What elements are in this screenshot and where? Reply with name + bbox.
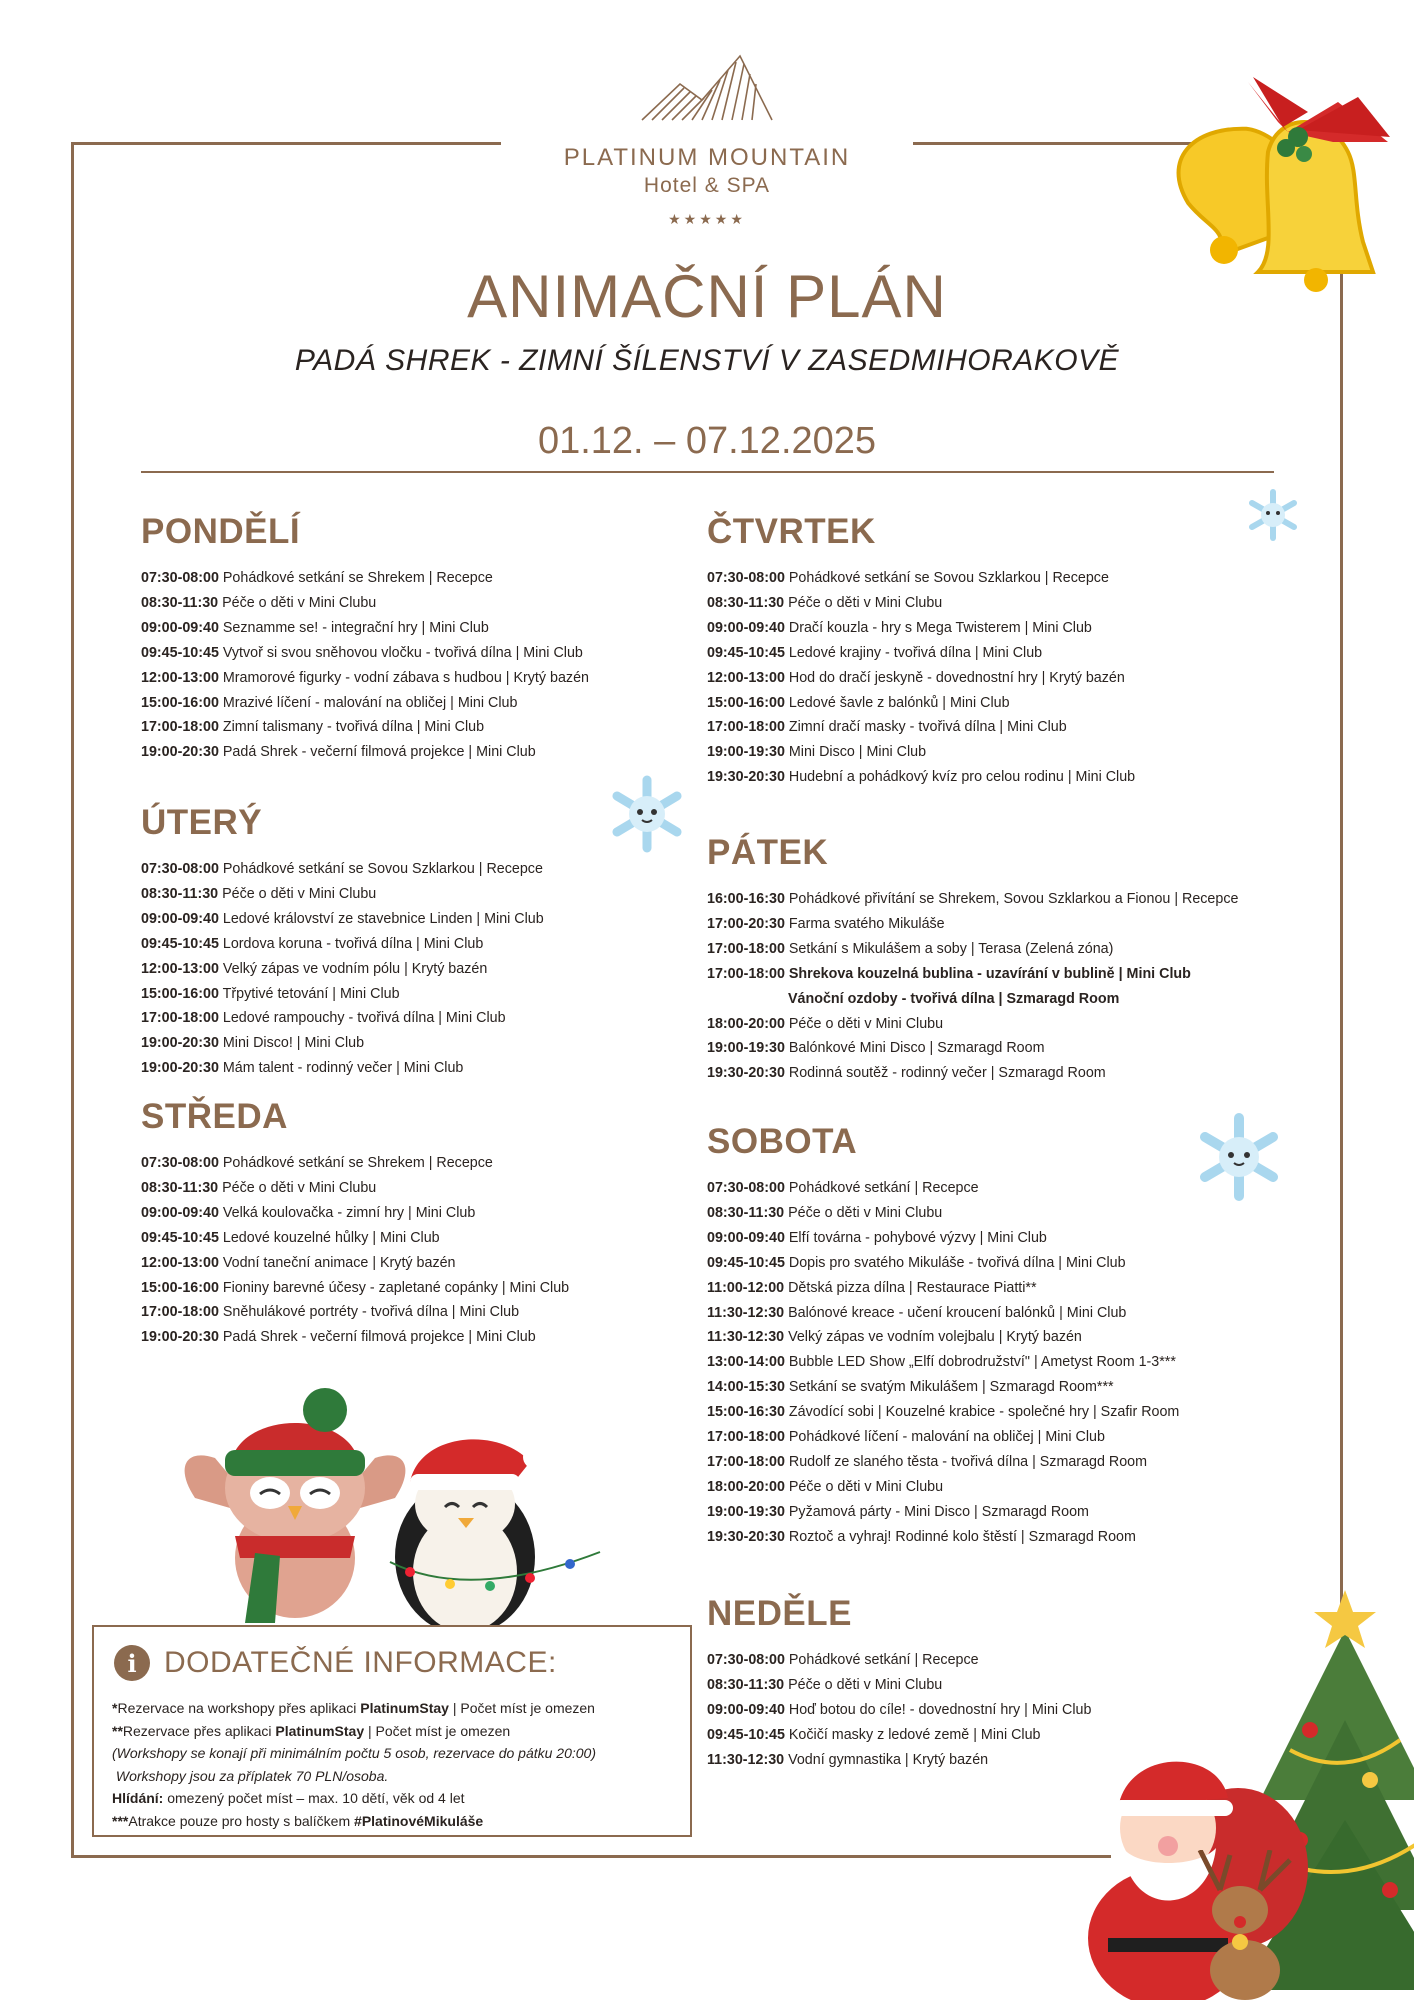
event-row bbox=[707, 1425, 1307, 1450]
event-text: Balónové kreace - učení kroucení balónků | Mini Club bbox=[788, 1304, 1127, 1321]
event-text: Ledové rampouchy - tvořivá dílna | Mini Club bbox=[222, 1010, 506, 1027]
page-title: ANIMAČNÍ PLÁN bbox=[467, 263, 947, 330]
event-time: 07:30-08:00 bbox=[141, 1155, 219, 1171]
event-time: 11:30-12:30 bbox=[707, 1304, 785, 1321]
event-row bbox=[707, 1400, 1307, 1425]
event-row bbox=[707, 962, 1307, 987]
event-time: 17:00-20:30 bbox=[707, 915, 785, 932]
hotel-stars: ★★★★★ bbox=[668, 211, 746, 227]
event-time: 19:00-19:30 bbox=[707, 1040, 785, 1057]
event-time: 08:30-11:30 bbox=[141, 885, 219, 902]
event-text: Seznamme se! - integrační hry | Mini Club bbox=[222, 619, 489, 636]
event-time: 14:00-15:30 bbox=[707, 1379, 785, 1396]
event-row bbox=[141, 1325, 741, 1350]
event-text: Pohádkové setkání se Shrekem | Recepce bbox=[222, 1155, 493, 1171]
day-section bbox=[141, 803, 741, 1081]
event-text: Vodní gymnastika | Krytý bazén bbox=[788, 1751, 989, 1768]
event-time: 18:00-20:00 bbox=[707, 1015, 785, 1032]
event-time: 18:00-20:00 bbox=[707, 1478, 785, 1495]
event-time: 07:30-08:00 bbox=[141, 861, 219, 877]
event-row bbox=[707, 1475, 1307, 1500]
day-section bbox=[141, 512, 741, 765]
event-text: Rodinná soutěž - rodinný večer | Szmaragd Room bbox=[788, 1065, 1106, 1082]
event-text: Zimní talismany - tvořivá dílna | Mini Club bbox=[222, 719, 485, 736]
event-row bbox=[707, 1325, 1307, 1350]
christmas-bells-icon bbox=[1158, 72, 1394, 292]
event-row bbox=[141, 1151, 741, 1176]
event-row bbox=[707, 616, 1307, 641]
event-time: 12:00-13:00 bbox=[707, 669, 785, 686]
header-divider bbox=[141, 471, 1274, 473]
event-text: Ledové krajiny - tvořivá dílna | Mini Club bbox=[788, 644, 1043, 661]
owl-illustration bbox=[175, 1388, 415, 1628]
event-row bbox=[707, 1061, 1307, 1086]
event-time: 09:45-10:45 bbox=[141, 935, 219, 952]
event-row bbox=[141, 566, 741, 591]
event-time: 19:00-20:30 bbox=[141, 1035, 219, 1052]
event-text: Balónkové Mini Disco | Szmaragd Room bbox=[788, 1040, 1045, 1057]
event-row bbox=[707, 1525, 1307, 1550]
event-time: 08:30-11:30 bbox=[707, 1204, 785, 1221]
day-section bbox=[707, 512, 1307, 790]
event-time: 09:45-10:45 bbox=[707, 1726, 785, 1743]
event-text: Fioniny barevné účesy - zapletané copánky | Mini Club bbox=[222, 1279, 570, 1296]
event-row bbox=[141, 740, 741, 765]
event-row bbox=[707, 1648, 1307, 1673]
event-text: Velký zápas ve vodním pólu | Krytý bazén bbox=[222, 960, 488, 977]
event-text: Péče o děti v Mini Clubu bbox=[788, 1015, 944, 1032]
event-row bbox=[707, 1176, 1307, 1201]
event-row bbox=[707, 1450, 1307, 1475]
event-time: 11:30-12:30 bbox=[707, 1329, 785, 1346]
event-text: Mrazivé líčení - malování na obličej | Mini Club bbox=[222, 694, 518, 711]
event-row bbox=[141, 591, 741, 616]
event-row bbox=[707, 987, 1307, 1012]
event-time: 19:00-20:30 bbox=[141, 744, 219, 761]
event-time: 17:00-18:00 bbox=[707, 1453, 785, 1470]
day-section bbox=[707, 1122, 1307, 1550]
event-text: Péče o děti v Mini Clubu bbox=[222, 1179, 377, 1196]
event-time: 08:30-11:30 bbox=[141, 1179, 219, 1196]
event-time: 19:00-20:30 bbox=[141, 1329, 219, 1346]
event-row bbox=[707, 591, 1307, 616]
event-row bbox=[141, 1031, 741, 1056]
page-subtitle: PADÁ SHREK - ZIMNÍ ŠÍLENSTVÍ V ZASEDMIHORAKOVĚ bbox=[294, 344, 1120, 377]
event-time: 09:00-09:40 bbox=[707, 1701, 785, 1718]
event-time: 17:00-18:00 bbox=[707, 940, 785, 957]
event-time: 11:30-12:30 bbox=[707, 1751, 785, 1768]
event-time: 09:00-09:40 bbox=[141, 1204, 219, 1221]
event-text: Závodící sobi | Kouzelné krabice - společné hry | Szafir Room bbox=[788, 1404, 1180, 1421]
event-time: 19:00-20:30 bbox=[141, 1060, 219, 1077]
event-row bbox=[141, 691, 741, 716]
event-row bbox=[707, 1201, 1307, 1226]
event-text: Péče o děti v Mini Clubu bbox=[788, 1204, 943, 1221]
day-section bbox=[141, 1097, 741, 1350]
info-lines bbox=[112, 1697, 682, 1832]
info-line: (Workshopy se konají při minimálním počtu 5 osob, rezervace do pátku 20:00) bbox=[112, 1745, 597, 1761]
info-line: Hlídání: omezený počet míst – max. 10 dětí, věk od 4 let bbox=[112, 1790, 465, 1806]
event-time: 07:30-08:00 bbox=[707, 570, 785, 586]
event-text: Dračí kouzla - hry s Mega Twisterem | Mini Club bbox=[788, 619, 1092, 636]
day-heading: STŘEDA bbox=[141, 1097, 288, 1136]
event-row bbox=[707, 1226, 1307, 1251]
event-time: 07:30-08:00 bbox=[707, 1180, 785, 1196]
event-text: Zimní dračí masky - tvořivá dílna | Mini Club bbox=[788, 719, 1067, 736]
event-row bbox=[707, 1251, 1307, 1276]
event-text: Pohádkové setkání se Sovou Szklarkou | Recepce bbox=[788, 570, 1109, 586]
event-row bbox=[141, 666, 741, 691]
event-time: 15:00-16:00 bbox=[141, 985, 219, 1002]
event-text: Roztoč a vyhraj! Rodinné kolo štěstí | Szmaragd Room bbox=[788, 1528, 1136, 1545]
event-text: Kočičí masky z ledové země | Mini Club bbox=[788, 1726, 1041, 1743]
event-row bbox=[707, 1673, 1307, 1698]
event-row bbox=[707, 691, 1307, 716]
event-text: Hod do dračí jeskyně - dovednostní hry | Krytý bazén bbox=[788, 669, 1125, 686]
event-row bbox=[707, 1723, 1307, 1748]
event-time: 08:30-11:30 bbox=[707, 1676, 785, 1693]
day-section bbox=[707, 833, 1307, 1086]
event-text: Ledové království ze stavebnice Linden | Mini Club bbox=[222, 910, 544, 927]
event-time: 11:00-12:00 bbox=[707, 1279, 785, 1296]
event-time: 15:00-16:00 bbox=[141, 694, 219, 711]
event-row bbox=[141, 616, 741, 641]
event-time: 19:30-20:30 bbox=[707, 769, 785, 786]
event-row bbox=[707, 740, 1307, 765]
event-text: Hoď botou do cíle! - dovednostní hry | Mini Club bbox=[788, 1701, 1092, 1718]
event-row bbox=[707, 1012, 1307, 1037]
event-time: 09:00-09:40 bbox=[707, 619, 785, 636]
event-time: 17:00-18:00 bbox=[707, 719, 785, 736]
event-row bbox=[141, 1226, 741, 1251]
event-text: Pohádkové setkání se Sovou Szklarkou | Recepce bbox=[222, 861, 543, 877]
event-row bbox=[707, 1276, 1307, 1301]
day-heading: SOBOTA bbox=[707, 1122, 858, 1161]
event-text: Mramorové figurky - vodní zábava s hudbou | Krytý bazén bbox=[222, 669, 589, 686]
event-text: Padá Shrek - večerní filmová projekce | Mini Club bbox=[222, 1329, 536, 1346]
event-row bbox=[141, 1251, 741, 1276]
info-line: **Rezervace přes aplikaci PlatinumStay | Počet míst je omezen bbox=[112, 1722, 511, 1739]
event-text: Péče o děti v Mini Clubu bbox=[788, 1676, 943, 1693]
event-time: 15:00-16:00 bbox=[141, 1279, 219, 1296]
event-row bbox=[707, 1350, 1307, 1375]
event-text: Dětská pizza dílna | Restaurace Piatti** bbox=[788, 1279, 1037, 1296]
info-line: *Rezervace na workshopy přes aplikaci PlatinumStay | Počet míst je omezen bbox=[112, 1700, 595, 1716]
event-row bbox=[141, 857, 741, 882]
hotel-name: PLATINUM MOUNTAIN bbox=[563, 144, 851, 171]
event-row bbox=[707, 1500, 1307, 1525]
penguin-illustration bbox=[380, 1432, 605, 1632]
event-time: 08:30-11:30 bbox=[707, 594, 785, 611]
event-time: 17:00-18:00 bbox=[707, 1429, 785, 1446]
event-text: Farma svatého Mikuláše bbox=[788, 915, 945, 932]
mountain-logo-icon bbox=[640, 54, 774, 122]
event-text: Vánoční ozdoby - tvořivá dílna | Szmaragd Room bbox=[788, 990, 1120, 1007]
day-heading: PÁTEK bbox=[707, 833, 829, 872]
event-row bbox=[707, 887, 1307, 912]
event-time: 12:00-13:00 bbox=[141, 669, 219, 686]
event-text: Sněhulákové portréty - tvořivá dílna | Mini Club bbox=[222, 1304, 520, 1321]
info-line: ***Atrakce pouze pro hosty s balíčkem #PlatinovéMikuláše bbox=[112, 1812, 484, 1829]
event-text: Mini Disco | Mini Club bbox=[788, 744, 927, 761]
event-text: Vodní taneční animace | Krytý bazén bbox=[222, 1254, 456, 1271]
event-row bbox=[141, 715, 741, 740]
event-row bbox=[707, 937, 1307, 962]
event-row bbox=[707, 912, 1307, 937]
event-time: 12:00-13:00 bbox=[141, 1254, 219, 1271]
event-text: Velká koulovačka - zimní hry | Mini Club bbox=[222, 1204, 476, 1221]
info-header bbox=[114, 1645, 557, 1681]
event-row bbox=[141, 1056, 741, 1081]
event-time: 17:00-18:00 bbox=[707, 965, 785, 982]
event-row bbox=[707, 765, 1307, 790]
event-row bbox=[707, 666, 1307, 691]
info-line: Workshopy jsou za příplatek 70 PLN/osoba. bbox=[112, 1767, 389, 1784]
event-row bbox=[141, 982, 741, 1007]
event-text: Lordova koruna - tvořivá dílna | Mini Club bbox=[222, 935, 484, 952]
event-time: 09:45-10:45 bbox=[141, 644, 219, 661]
event-row bbox=[707, 1301, 1307, 1326]
reindeer-illustration bbox=[1190, 1850, 1310, 2000]
event-time: 09:45-10:45 bbox=[141, 1229, 219, 1246]
frame-bottom bbox=[71, 1855, 1111, 1858]
event-time: 09:45-10:45 bbox=[707, 644, 785, 661]
event-text: Péče o děti v Mini Clubu bbox=[222, 885, 377, 902]
event-text: Třpytivé tetování | Mini Club bbox=[222, 985, 400, 1002]
day-heading: PONDĚLÍ bbox=[141, 512, 301, 551]
info-title: DODATEČNÉ INFORMACE: bbox=[164, 1646, 557, 1679]
event-text: Pohádkové setkání | Recepce bbox=[788, 1180, 979, 1196]
event-text: Bubble LED Show „Elfí dobrodružství" | Ametyst Room 1-3*** bbox=[788, 1354, 1176, 1371]
day-section bbox=[707, 1594, 1307, 1773]
event-row bbox=[707, 1698, 1307, 1723]
event-time: 09:00-09:40 bbox=[141, 619, 219, 636]
event-row bbox=[141, 1201, 741, 1226]
frame-left bbox=[71, 142, 74, 1858]
event-text: Hudební a pohádkový kvíz pro celou rodinu | Mini Club bbox=[788, 769, 1136, 786]
event-text: Pohádkové setkání | Recepce bbox=[788, 1652, 979, 1668]
event-row bbox=[141, 1276, 741, 1301]
event-time: 08:30-11:30 bbox=[141, 594, 219, 611]
event-row bbox=[707, 715, 1307, 740]
event-text: Mini Disco! | Mini Club bbox=[222, 1035, 365, 1052]
event-text: Pyžamová párty - Mini Disco | Szmaragd Room bbox=[788, 1503, 1089, 1520]
event-text: Setkání s Mikulášem a soby | Terasa (Zelená zóna) bbox=[788, 940, 1114, 957]
day-heading: ÚTERÝ bbox=[141, 803, 263, 842]
event-text: Velký zápas ve vodním volejbalu | Krytý bazén bbox=[788, 1329, 1082, 1346]
event-text: Mám talent - rodinný večer | Mini Club bbox=[222, 1060, 464, 1077]
event-row bbox=[707, 1375, 1307, 1400]
event-row bbox=[141, 1006, 741, 1031]
event-row bbox=[707, 1036, 1307, 1061]
event-time: 09:00-09:40 bbox=[707, 1229, 785, 1246]
event-text: Ledové kouzelné hůlky | Mini Club bbox=[222, 1229, 440, 1246]
event-time: 19:00-19:30 bbox=[707, 744, 785, 761]
event-time: 19:00-19:30 bbox=[707, 1503, 785, 1520]
event-text: Péče o děti v Mini Clubu bbox=[222, 594, 377, 611]
event-time: 17:00-18:00 bbox=[141, 719, 219, 736]
day-heading: ČTVRTEK bbox=[707, 512, 876, 551]
event-time: 19:30-20:30 bbox=[707, 1065, 785, 1082]
event-text: Ledové šavle z balónků | Mini Club bbox=[788, 694, 1010, 711]
event-text: Dopis pro svatého Mikuláše - tvořivá dílna | Mini Club bbox=[788, 1254, 1126, 1271]
event-text: Péče o děti v Mini Clubu bbox=[788, 1478, 944, 1495]
event-text: Péče o děti v Mini Clubu bbox=[788, 594, 943, 611]
event-text: Elfí továrna - pohybové výzvy | Mini Club bbox=[788, 1229, 1047, 1246]
event-time: 12:00-13:00 bbox=[141, 960, 219, 977]
event-time: 07:30-08:00 bbox=[707, 1652, 785, 1668]
hotel-subtitle: Hotel & SPA bbox=[643, 174, 771, 197]
event-time: 13:00-14:00 bbox=[707, 1354, 785, 1371]
event-time: 15:00-16:00 bbox=[707, 694, 785, 711]
event-row bbox=[141, 882, 741, 907]
event-time: 17:00-18:00 bbox=[141, 1010, 219, 1027]
event-text: Rudolf ze slaného těsta - tvořivá dílna | Szmaragd Room bbox=[788, 1453, 1148, 1470]
event-row bbox=[707, 641, 1307, 666]
event-text: Vytvoř si svou sněhovou vločku - tvořivá dílna | Mini Club bbox=[222, 644, 583, 661]
event-text: Padá Shrek - večerní filmová projekce | Mini Club bbox=[222, 744, 536, 761]
event-row bbox=[141, 1300, 741, 1325]
event-row bbox=[141, 932, 741, 957]
info-icon: i bbox=[114, 1645, 150, 1681]
event-row bbox=[141, 957, 741, 982]
event-text: Pohádkové setkání se Shrekem | Recepce bbox=[222, 570, 493, 586]
event-time: 09:45-10:45 bbox=[707, 1254, 785, 1271]
event-time: 16:00-16:30 bbox=[707, 891, 785, 907]
event-row bbox=[141, 907, 741, 932]
event-text: Pohádkové líčení - malování na obličej | Mini Club bbox=[788, 1429, 1105, 1446]
additional-info-box bbox=[92, 1625, 692, 1837]
event-row bbox=[141, 641, 741, 666]
event-text: Setkání se svatým Mikulášem | Szmaragd Room*** bbox=[788, 1379, 1114, 1396]
date-range: 01.12. – 07.12.2025 bbox=[537, 420, 877, 462]
event-time: 07:30-08:00 bbox=[141, 570, 219, 586]
event-time: 19:30-20:30 bbox=[707, 1528, 785, 1545]
day-heading: NEDĚLE bbox=[707, 1594, 852, 1633]
event-row bbox=[707, 566, 1307, 591]
event-time: 15:00-16:30 bbox=[707, 1404, 785, 1421]
event-time: 17:00-18:00 bbox=[141, 1304, 219, 1321]
event-row bbox=[141, 1176, 741, 1201]
event-text: Shrekova kouzelná bublina - uzavírání v bublině | Mini Club bbox=[788, 965, 1191, 982]
event-text: Pohádkové přivítání se Shrekem, Sovou Szklarkou a Fionou | Recepce bbox=[788, 891, 1239, 907]
event-time: 09:00-09:40 bbox=[141, 910, 219, 927]
